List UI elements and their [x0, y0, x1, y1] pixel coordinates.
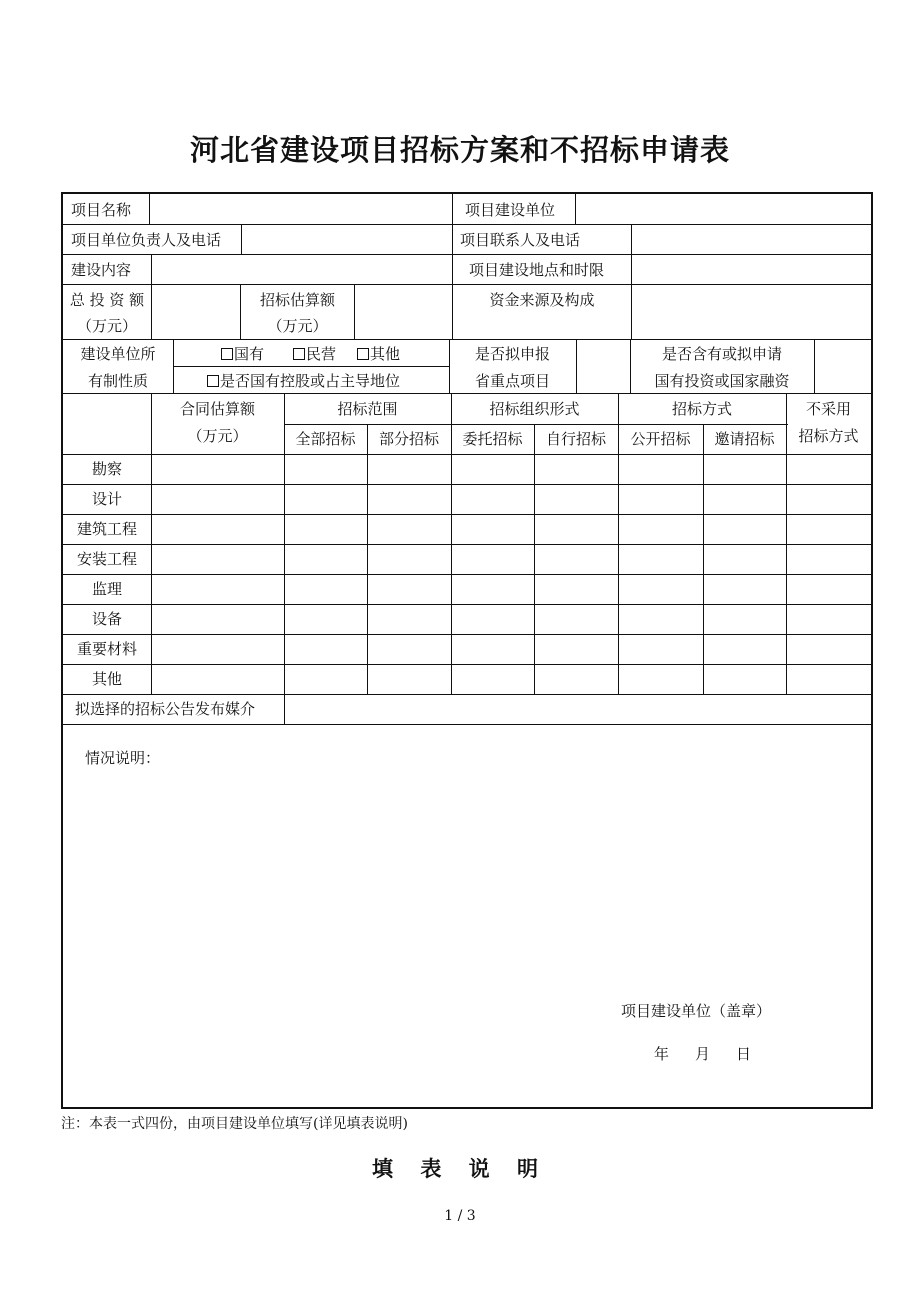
- input-project-name[interactable]: [150, 195, 452, 224]
- input-media[interactable]: [285, 695, 870, 724]
- checkbox-state-controlled[interactable]: [207, 375, 219, 387]
- checkbox-private[interactable]: [293, 348, 305, 360]
- label-construction-content: 建设内容: [71, 261, 132, 279]
- page-number: 1 / 3: [444, 1208, 476, 1224]
- section-heading: 填 表 说 明: [372, 1157, 548, 1181]
- label-state-funding-2: 国有投资或国家融资: [654, 372, 790, 390]
- input-project-unit[interactable]: [576, 195, 870, 224]
- label-responsible-person: 项目单位负责人及电话: [71, 231, 222, 249]
- label-seal: 项目建设单位（盖章）: [621, 1002, 772, 1020]
- header-org-self: 自行招标: [545, 430, 606, 448]
- input-contact-person[interactable]: [632, 225, 870, 254]
- label-situation: 情况说明：: [85, 749, 161, 767]
- row-label-design: 设计: [91, 490, 122, 508]
- input-bid-estimate[interactable]: [355, 285, 452, 339]
- header-method-invited: 邀请招标: [714, 430, 775, 448]
- label-state-funding: 是否含有或拟申请: [661, 345, 782, 363]
- label-ownership: 建设单位所: [80, 345, 156, 363]
- footnote: 注：本表一式四份，由项目建设单位填写(详见填表说明): [61, 1116, 408, 1132]
- input-state-funding[interactable]: [815, 340, 870, 393]
- row-label-installation: 安装工程: [76, 550, 137, 568]
- input-construction-content[interactable]: [152, 255, 452, 284]
- label-month: 月: [695, 1045, 711, 1063]
- label-funding-source: 资金来源及构成: [489, 291, 595, 309]
- option-private[interactable]: 民营: [293, 345, 336, 363]
- document-title: 河北省建设项目招标方案和不招标申请表: [189, 133, 730, 167]
- label-project-unit: 项目建设单位: [465, 201, 556, 219]
- application-form-table: [61, 192, 873, 1109]
- option-state-controlled[interactable]: 是否国有控股或占主导地位: [207, 372, 400, 390]
- input-location-time[interactable]: [632, 255, 870, 284]
- input-key-project[interactable]: [577, 340, 630, 393]
- header-scope-full: 全部招标: [295, 430, 356, 448]
- header-no-bid-2: 招标方式: [798, 427, 859, 445]
- header-contract-estimate-unit: （万元）: [187, 427, 248, 445]
- input-funding-source[interactable]: [632, 285, 870, 339]
- label-ownership-2: 有制性质: [87, 372, 148, 390]
- label-key-project-2: 省重点项目: [474, 372, 550, 390]
- label-year: 年: [654, 1045, 670, 1063]
- label-bid-estimate-unit: （万元）: [267, 317, 328, 335]
- header-no-bid: 不采用: [805, 400, 851, 418]
- header-contract-estimate: 合同估算额: [179, 400, 255, 418]
- header-bid-scope: 招标范围: [337, 400, 398, 418]
- label-project-name: 项目名称: [71, 201, 132, 219]
- label-contact-person: 项目联系人及电话: [460, 231, 581, 249]
- header-method-open: 公开招标: [630, 430, 691, 448]
- row-label-supervision: 监理: [91, 580, 122, 598]
- label-key-project: 是否拟申报: [474, 345, 550, 363]
- header-bid-method: 招标方式: [671, 400, 732, 418]
- checkbox-state-owned[interactable]: [221, 348, 233, 360]
- label-total-investment: 总 投 资 额: [69, 291, 145, 309]
- option-state-owned[interactable]: 国有: [221, 345, 264, 363]
- row-label-materials: 重要材料: [76, 640, 137, 658]
- checkbox-other[interactable]: [357, 348, 369, 360]
- input-responsible-person[interactable]: [242, 225, 452, 254]
- label-bid-estimate: 招标估算额: [259, 291, 335, 309]
- label-day: 日: [736, 1045, 752, 1063]
- header-org-entrusted: 委托招标: [462, 430, 523, 448]
- label-location-time: 项目建设地点和时限: [469, 261, 605, 279]
- label-total-investment-unit: （万元）: [76, 317, 137, 335]
- input-total-investment[interactable]: [152, 285, 240, 339]
- row-label-equipment: 设备: [91, 610, 122, 628]
- label-media: 拟选择的招标公告发布媒介: [75, 700, 256, 718]
- row-label-other: 其他: [91, 670, 122, 688]
- header-bid-org-form: 招标组织形式: [489, 400, 580, 418]
- row-label-building: 建筑工程: [76, 520, 137, 538]
- header-scope-partial: 部分招标: [378, 430, 439, 448]
- option-other[interactable]: 其他: [357, 345, 400, 363]
- row-label-survey: 勘察: [91, 460, 122, 478]
